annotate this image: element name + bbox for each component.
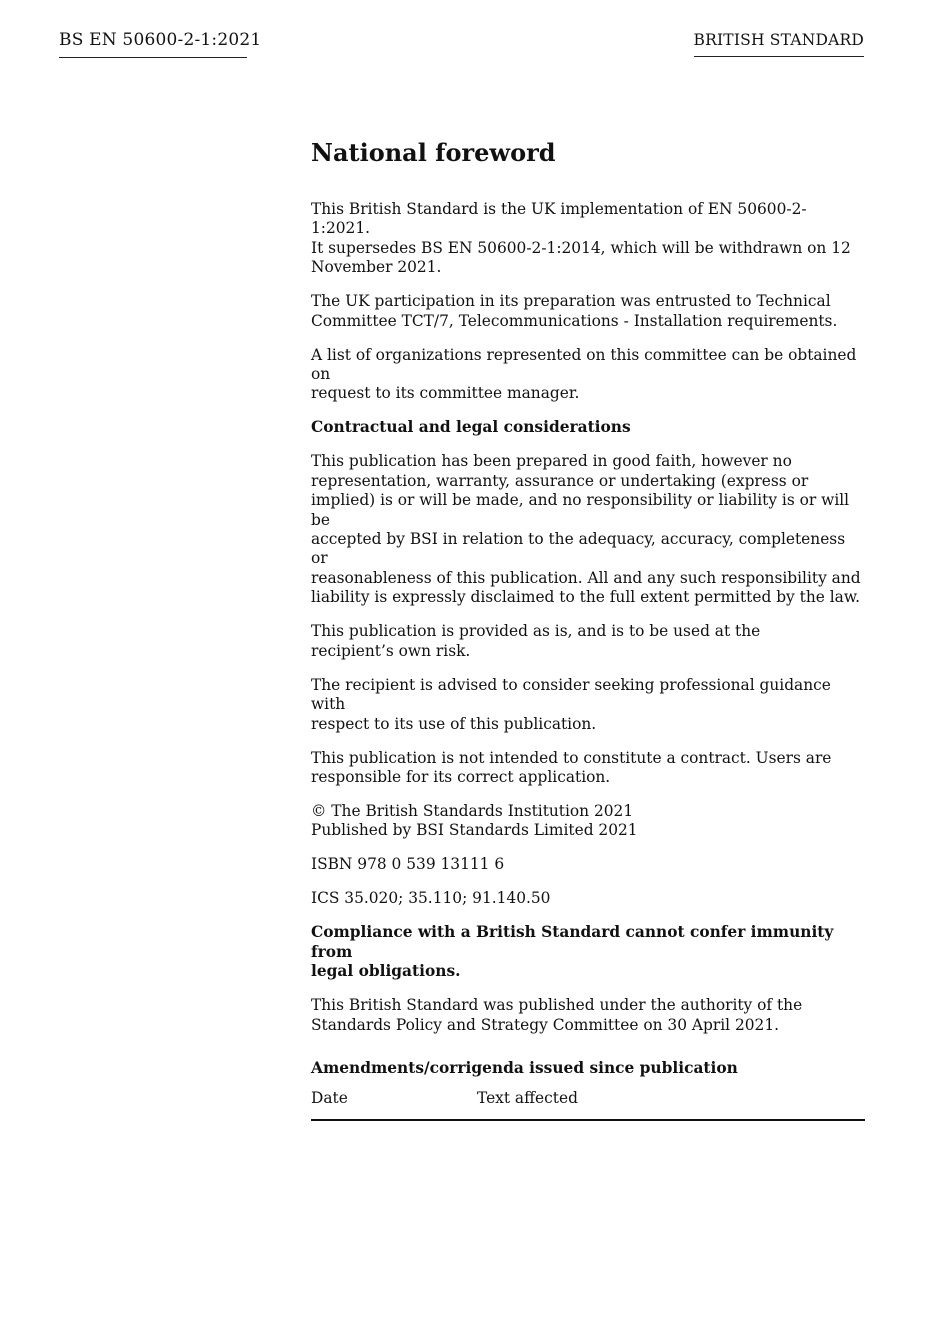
- committee-paragraph: A list of organizations represented on this committee can be obtained on request to its committee manager.: [311, 345, 857, 403]
- copyright-notice: © The British Standards Institution 2021 Published by BSI Standards Limited 2021: [311, 801, 638, 840]
- amendments-text-header: Text affected: [477, 1089, 578, 1108]
- participation-paragraph: The UK participation in its preparation was entrusted to Technical Committee TCT/7, Telecommunications - Installation requirements.: [311, 292, 838, 330]
- contractual-heading: Contractual and legal considerations: [311, 418, 631, 437]
- ics-codes: ICS 35.020; 35.110; 91.140.50: [311, 889, 551, 908]
- compliance-statement: Compliance with a British Standard cannot confer immunity from legal obligations.: [311, 923, 834, 981]
- document-id: BS EN 50600-2-1:2021: [59, 30, 247, 58]
- amendments-date-header: Date: [311, 1089, 348, 1108]
- risk-paragraph: This publication is provided as is, and is to be used at the recipient’s own risk.: [311, 622, 761, 660]
- guidance-paragraph: The recipient is advised to consider seeking professional guidance with respect to its use of this publication.: [311, 675, 831, 733]
- isbn: ISBN 978 0 539 13111 6: [311, 855, 505, 874]
- disclaimer-paragraph: This publication has been prepared in good faith, however no representation, warranty, assurance or undertaking (express or implied) is or will be made, and no responsibility or liability is or will be accepted by BSI in relation to the adequacy, accuracy, completeness or reasonableness of this publication. All and any such responsibility and liability is expressly disclaimed to the full extent permitted by the law.: [311, 452, 861, 607]
- amendments-heading: Amendments/corrigenda issued since publication: [311, 1058, 738, 1077]
- implementation-paragraph: This British Standard is the UK implementation of EN 50600-2-1:2021. It supersedes BS EN 50600-2-1:2014, which will be withdrawn on 12 November 2021.: [311, 200, 851, 277]
- page-title: National foreword: [311, 138, 556, 167]
- contract-paragraph: This publication is not intended to constitute a contract. Users are responsible for its correct application.: [311, 748, 832, 786]
- national-foreword: [311, 138, 865, 1121]
- standard-label: BRITISH STANDARD: [694, 31, 865, 57]
- amendments-table: [311, 1089, 865, 1120]
- publication-authority: This British Standard was published under the authority of the Standards Policy and Strategy Committee on 30 April 2021.: [311, 996, 803, 1034]
